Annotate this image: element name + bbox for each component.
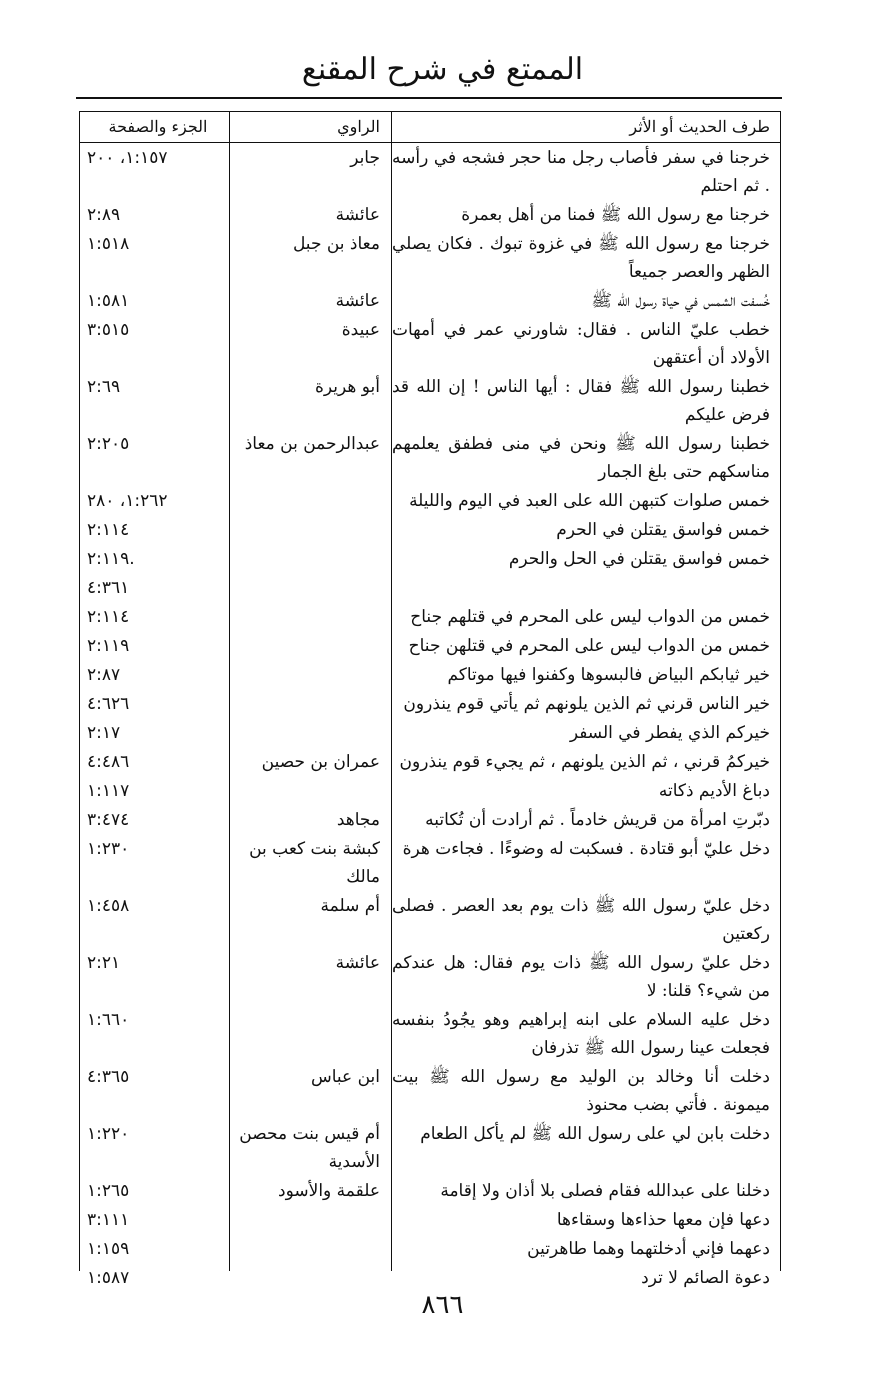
volume-page-ref: ٢:٨٧	[87, 665, 121, 685]
rawi-name	[229, 1205, 392, 1234]
table-row	[79, 689, 780, 718]
hadith-text: دخل عليه السلام على ابنه إبراهيم وهو يجُودُ بنفسه فجعلت عينا رسول الله ﷺ تذرفان	[392, 1010, 770, 1058]
rawi-name	[229, 486, 392, 515]
hadith-text: خمس صلوات كتبهن الله على العبد في اليوم والليلة	[409, 491, 770, 511]
table-row	[79, 573, 780, 602]
volume-page-ref: ٢:١١٤	[87, 520, 130, 540]
table-row	[79, 286, 780, 315]
table-row	[79, 1005, 780, 1062]
table-row	[79, 1263, 780, 1292]
volume-page-ref: ٤:٦٢٦	[87, 694, 130, 714]
rawi-name: أم قيس بنت محصن الأسدية	[239, 1124, 380, 1172]
table-row	[79, 1119, 780, 1176]
hadith-text: خطب عليّ الناس . فقال: شاورني عمر في أمهات الأولاد أن أعتقهن	[392, 320, 770, 368]
hadith-text: دخل عليّ أبو قتادة . فسكبت له وضوءًا . فجاءت هرة	[402, 839, 770, 859]
hadith-text: دخل عليّ رسول الله ﷺ ذات يوم فقال: هل عندكم من شيء؟ قلنا: لا	[392, 953, 770, 1001]
table-row	[79, 805, 780, 834]
table-row	[79, 1205, 780, 1234]
rawi-name	[229, 573, 392, 602]
volume-page-ref: ٣:٤٧٤	[87, 810, 130, 830]
rawi-name	[229, 515, 392, 544]
volume-page-ref: ١:٢٦٢، ٢٨٠	[87, 491, 168, 511]
rawi-name: أم سلمة	[320, 896, 380, 916]
hadith-text: دباغ الأديم ذكاته	[658, 781, 770, 801]
rawi-name: كبشة بنت كعب بن مالك	[249, 839, 380, 887]
volume-page-ref: ٢:١١٩.	[87, 549, 135, 569]
rawi-name	[229, 660, 392, 689]
rawi-name: عائشة	[335, 205, 380, 225]
volume-page-ref: ٢:١١٩	[87, 636, 130, 656]
volume-page-ref: ٢:٢١	[87, 953, 121, 973]
rawi-name: عبدالرحمن بن معاذ	[244, 434, 380, 454]
rawi-name	[229, 776, 392, 805]
rawi-name: عائشة	[335, 291, 380, 311]
rawi-name: عمران بن حصين	[261, 752, 380, 772]
hadith-text: خيركم الذي يفطر في السفر	[569, 723, 770, 743]
hadith-text: خير ثيابكم البياض فالبسوها وكفنوا فيها موتاكم	[447, 665, 770, 685]
table-header	[79, 111, 780, 143]
rawi-name	[229, 602, 392, 631]
hadith-text: خيركمُ قرني ، ثم الذين يلونهم ، ثم يجيء قوم ينذرون	[399, 752, 770, 772]
table-row	[79, 143, 780, 200]
volume-page-ref: ٤:٣٦١	[87, 578, 130, 598]
volume-page-ref: ٢:٨٩	[87, 205, 121, 225]
hadith-text: دعهما فإني أدخلتهما وهما طاهرتين	[527, 1239, 770, 1259]
volume-page-ref: ١:٢٣٠	[87, 839, 130, 859]
table-row	[79, 891, 780, 948]
rawi-name	[229, 1263, 392, 1292]
hadith-text: دبّرتِ امرأة من قريش خادماً . ثم أرادت أن تُكاتبه	[425, 810, 770, 830]
table-row	[79, 718, 780, 747]
table-row	[79, 200, 780, 229]
table-row	[79, 631, 780, 660]
rawi-name	[229, 1234, 392, 1263]
rawi-name: معاذ بن جبل	[292, 234, 380, 254]
volume-page-ref: ١:١١٧	[87, 781, 130, 801]
table-row	[79, 747, 780, 776]
hadith-text: خير الناس قرني ثم الذين يلونهم ثم يأتي قوم ينذرون	[403, 694, 770, 714]
page-title: الممتع في شرح المقنع	[301, 52, 584, 87]
hadith-text: خمس فواسق يقتلن في الحرم	[556, 520, 770, 540]
table-row	[79, 1234, 780, 1263]
hadith-text: خرجنا في سفر فأصاب رجل منا حجر فشجه في رأسه . ثم احتلم	[392, 148, 770, 196]
rawi-name: مجاهد	[336, 810, 380, 830]
volume-page-ref: ١:٤٥٨	[87, 896, 130, 916]
rawi-name	[229, 544, 392, 573]
hadith-text: خطبنا رسول الله ﷺ ونحن في منى فطفق يعلمهم مناسكهم حتى بلغ الجمار	[392, 434, 770, 482]
table-body	[79, 143, 780, 1292]
volume-page-ref: ١:٥٨٧	[87, 1268, 130, 1288]
hadith-text: دعها فإن معها حذاءها وسقاءها	[556, 1210, 770, 1230]
volume-page-ref: ١:١٥٩	[87, 1239, 130, 1259]
volume-page-ref: ١:٥١٨	[87, 234, 130, 254]
volume-page-ref: ١:٢٢٠	[87, 1124, 130, 1144]
hadith-text: دخل عليّ رسول الله ﷺ ذات يوم بعد العصر . فصلى ركعتين	[392, 896, 770, 944]
rawi-name	[229, 689, 392, 718]
table-row	[79, 1176, 780, 1205]
volume-page-ref: ٢:١١٤	[87, 607, 130, 627]
volume-page-ref: ٤:٣٦٥	[87, 1067, 130, 1087]
rawi-name	[229, 1005, 392, 1062]
volume-page-ref: ٢:٦٩	[87, 377, 121, 397]
table-row	[79, 486, 780, 515]
volume-page-ref: ٢:٢٠٥	[87, 434, 130, 454]
rawi-name: علقمة والأسود	[278, 1181, 380, 1201]
table-row	[79, 776, 780, 805]
hadith-text: خمس من الدواب ليس على المحرم في قتلهن جناح	[408, 636, 770, 656]
header-hadith: طرف الحديث أو الأثر	[629, 117, 770, 136]
rawi-name	[229, 631, 392, 660]
table-row	[79, 834, 780, 891]
header-ref: الجزء والصفحة	[108, 117, 208, 136]
page-number: ٨٦٦	[421, 1290, 464, 1320]
table-row	[79, 1062, 780, 1119]
hadith-text: خُسفت الشمس في حياة رسول الله ﷺ	[591, 291, 770, 311]
table-row	[79, 602, 780, 631]
volume-page-ref: ١:٥٨١	[87, 291, 130, 311]
volume-page-ref: ١:٦٦٠	[87, 1010, 130, 1030]
hadith-text: خمس فواسق يقتلن في الحل والحرم	[508, 549, 770, 569]
volume-page-ref: ١:٢٦٥	[87, 1181, 130, 1201]
table-row	[79, 948, 780, 1005]
table-row	[79, 315, 780, 372]
table-row	[79, 544, 780, 573]
hadith-text: خرجنا مع رسول الله ﷺ في غزوة تبوك . فكان يصلي الظهر والعصر جميعاً	[392, 234, 770, 282]
hadith-text: دخلت بابن لي على رسول الله ﷺ لم يأكل الطعام	[420, 1124, 770, 1144]
rawi-name: أبو هريرة	[314, 377, 380, 397]
hadith-text: دخلت أنا وخالد بن الوليد مع رسول الله ﷺ بيت ميمونة . فأتي بضب محنوذ	[392, 1067, 770, 1115]
hadith-text: خمس من الدواب ليس على المحرم في قتلهم جناح	[410, 607, 770, 627]
table-row	[79, 429, 780, 486]
rawi-name: ابن عباس	[310, 1067, 380, 1087]
hadith-index-table	[79, 111, 780, 1292]
hadith-text: دخلنا على عبدالله فقام فصلى بلا أذان ولا إقامة	[440, 1181, 770, 1201]
volume-page-ref: ٤:٤٨٦	[87, 752, 130, 772]
hadith-text: خرجنا مع رسول الله ﷺ فمنا من أهل بعمرة	[461, 205, 770, 225]
table-row	[79, 515, 780, 544]
header-rawi: الراوي	[337, 117, 380, 136]
volume-page-ref: ٣:١١١	[87, 1210, 130, 1230]
table-row	[79, 372, 780, 429]
rawi-name: جابر	[350, 148, 380, 168]
table-row	[79, 229, 780, 286]
volume-page-ref: ٣:٥١٥	[87, 320, 130, 340]
hadith-text	[392, 573, 780, 602]
hadith-text: خطبنا رسول الله ﷺ فقال : أيها الناس ! إن الله قد فرض عليكم	[392, 377, 770, 425]
rawi-name	[229, 718, 392, 747]
volume-page-ref: ١:١٥٧، ٢٠٠	[87, 148, 168, 168]
hadith-text: دعوة الصائم لا ترد	[641, 1268, 770, 1288]
volume-page-ref: ٢:١٧	[87, 723, 121, 743]
table-border-right	[780, 111, 781, 1271]
rawi-name: عائشة	[335, 953, 380, 973]
table-row	[79, 660, 780, 689]
title-divider	[76, 97, 782, 99]
rawi-name: عبيدة	[341, 320, 380, 340]
